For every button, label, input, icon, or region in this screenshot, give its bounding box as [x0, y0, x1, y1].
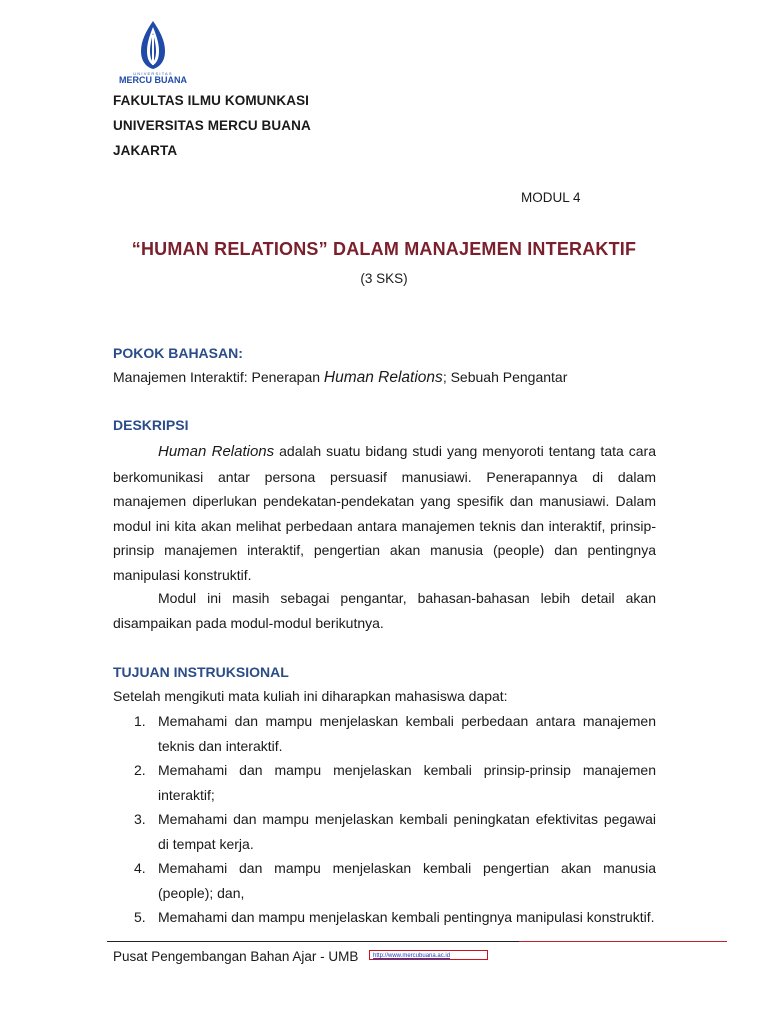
list-item-text: Memahami dan mampu menjelaskan kembali perbedaan antara manajemen teknis dan interaktif.: [158, 713, 656, 754]
module-number: MODUL 4: [521, 190, 581, 205]
footer-divider-accent: [519, 941, 727, 942]
list-item: [113, 758, 656, 807]
pokok-text-italic: Human Relations: [323, 369, 443, 386]
deskripsi-p1-text: adalah suatu bidang studi yang menyoroti tentang tata cara berkomunikasi antar persona persuasif manusiawi. Penerapannya di dalam manajemen diperlukan pendekatan-pendekatan yang spesifik dan manusiawi. Dalam modul ini kita akan melihat perbedaan antara manajemen teknis dan interaktif, prinsip-prinsip manajemen interaktif, pengertian akan manusia (people) dan pentingnya manipulasi konstruktif.: [113, 443, 656, 583]
city-name: JAKARTA: [113, 143, 178, 158]
list-item: [113, 709, 656, 758]
objectives-list: [113, 709, 656, 930]
credit-units: (3 SKS): [360, 271, 408, 286]
list-item: [113, 807, 656, 856]
deskripsi-italic-term: Human Relations: [158, 443, 275, 460]
tujuan-heading: TUJUAN INSTRUKSIONAL: [113, 664, 289, 680]
pokok-text-before: Manajemen Interaktif: Penerapan: [113, 369, 324, 385]
pokok-text-after: ; Sebuah Pengantar: [442, 369, 568, 385]
footer-url-link[interactable]: http://www.mercubuana.ac.id: [369, 950, 488, 960]
list-item-text: Memahami dan mampu menjelaskan kembali peningkatan efektivitas pegawai di tempat kerja.: [158, 811, 656, 852]
list-item-text: Memahami dan mampu menjelaskan kembali pentingnya manipulasi konstruktif.: [158, 909, 655, 925]
deskripsi-paragraph-1: [113, 439, 656, 587]
university-name: UNIVERSITAS MERCU BUANA: [113, 118, 311, 133]
mercu-buana-emblem-icon: [113, 17, 194, 85]
faculty-name: FAKULTAS ILMU KOMUNKASI: [113, 93, 310, 108]
pokok-bahasan-heading: POKOK BAHASAN:: [113, 345, 243, 361]
university-logo: [113, 17, 194, 85]
logo-name: MERCU BUANA: [119, 75, 187, 85]
list-item-number: 1.: [134, 713, 146, 729]
list-item-number: 3.: [134, 811, 146, 827]
list-item: [113, 905, 656, 930]
footer-text: Pusat Pengembangan Bahan Ajar - UMB: [113, 949, 359, 964]
list-item: [113, 856, 656, 905]
deskripsi-paragraph-2: Modul ini masih sebagai pengantar, bahasan-bahasan lebih detail akan disampaikan pada modul-modul berikutnya.: [113, 590, 656, 631]
list-item-number: 4.: [134, 860, 146, 876]
list-item-text: Memahami dan mampu menjelaskan kembali pengertian akan manusia (people); dan,: [158, 860, 656, 901]
pokok-bahasan-text: [113, 369, 567, 387]
document-title: “HUMAN RELATIONS” DALAM MANAJEMEN INTERAKTIF: [131, 239, 637, 259]
tujuan-intro: Setelah mengikuti mata kuliah ini diharapkan mahasiswa dapat:: [113, 688, 508, 704]
deskripsi-heading: DESKRIPSI: [113, 417, 189, 433]
list-item-text: Memahami dan mampu menjelaskan kembali prinsip-prinsip manajemen interaktif;: [158, 762, 656, 803]
logo-small-text: UNIVERSITAS: [133, 71, 173, 76]
footer-divider: [107, 941, 519, 942]
list-item-number: 5.: [134, 909, 146, 925]
list-item-number: 2.: [134, 762, 146, 778]
